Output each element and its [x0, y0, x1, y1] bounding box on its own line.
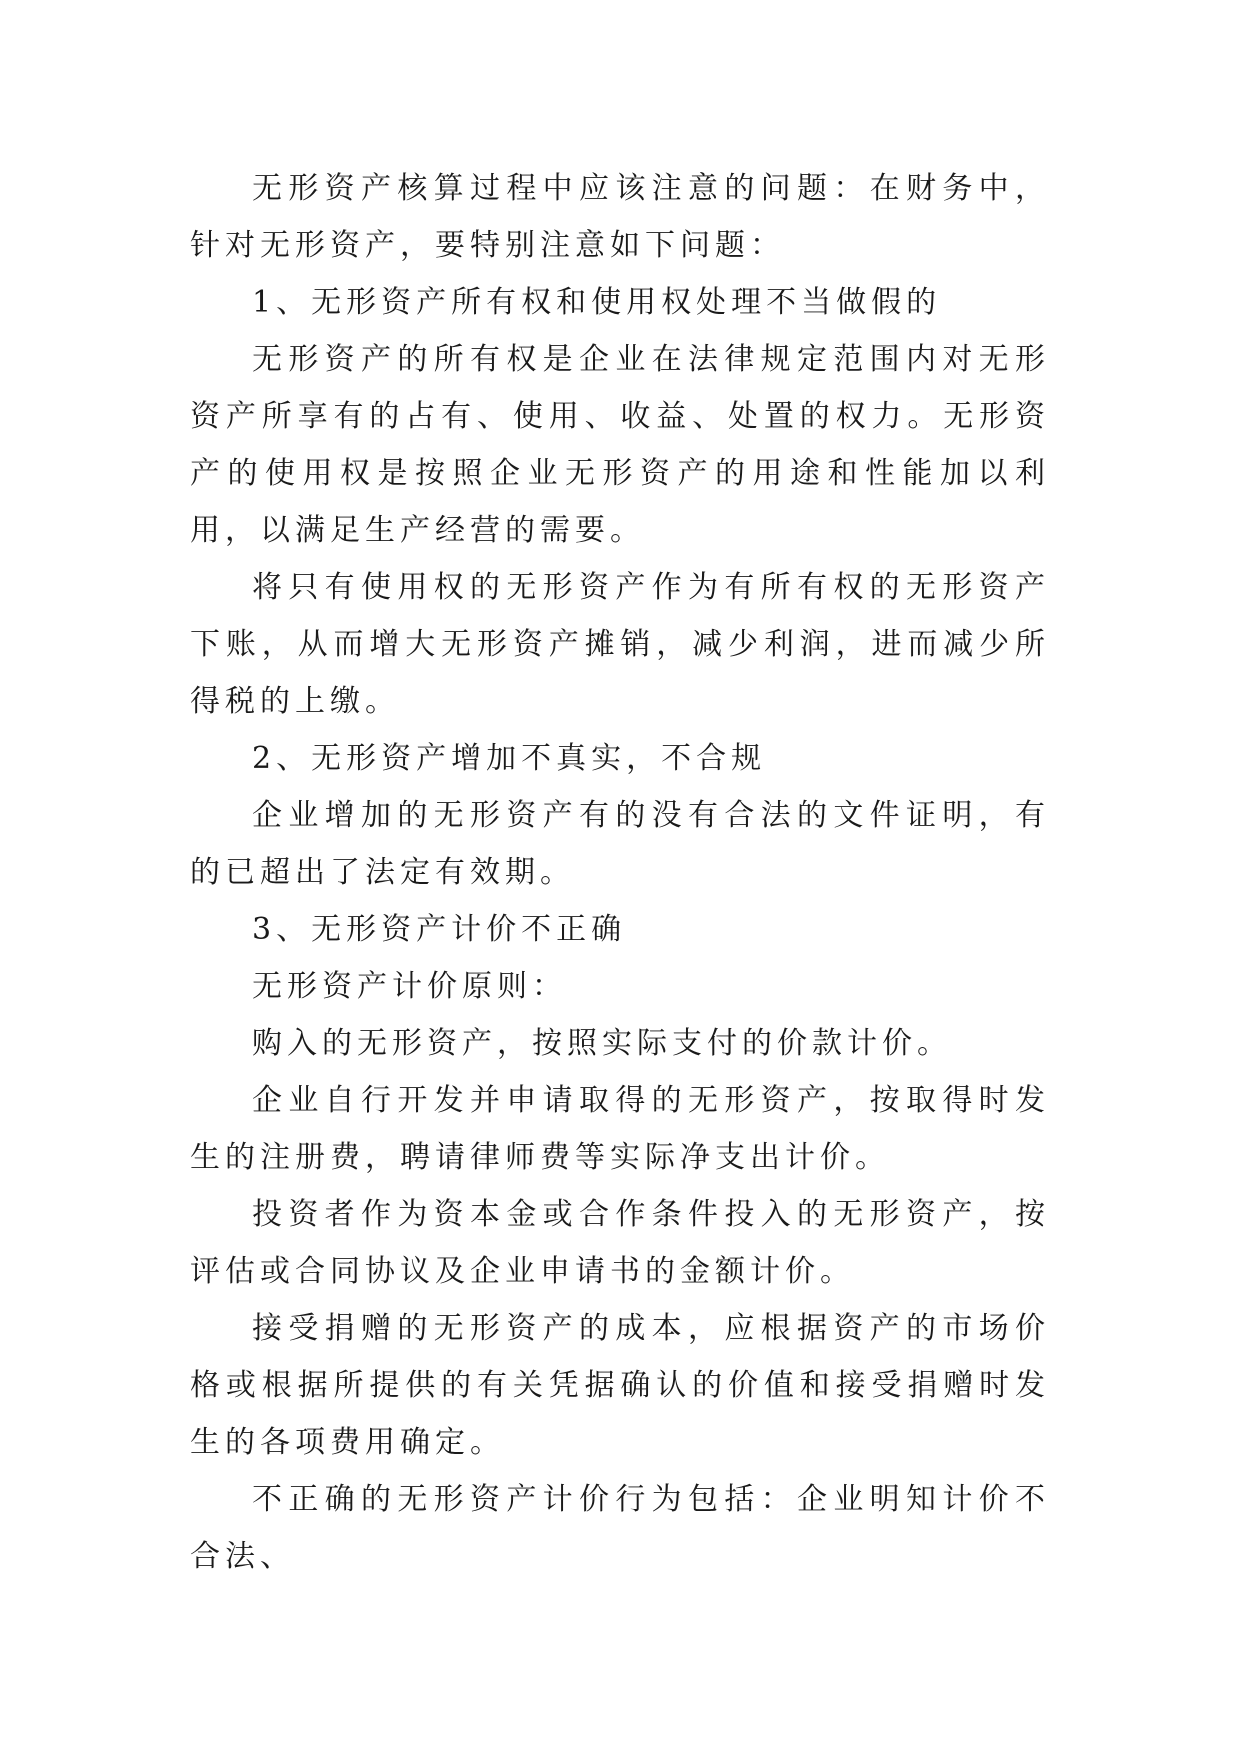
paragraph-incorrect-valuation: 不正确的无形资产计价行为包括：企业明知计价不合法、	[190, 1482, 1050, 1574]
heading-valuation-issue: 3、无形资产计价不正确	[252, 912, 627, 947]
heading-ownership-issue: 1、无形资产所有权和使用权处理不当做假的	[252, 285, 942, 320]
paragraph-self-developed-assets: 企业自行开发并申请取得的无形资产，按取得时发生的注册费，聘请律师费等实际净支出计价。	[190, 1083, 1050, 1175]
paragraph-purchased-assets: 购入的无形资产，按照实际支付的价款计价。	[252, 1026, 952, 1061]
paragraph-increase-detail: 企业增加的无形资产有的没有合法的文件证明，有的已超出了法定有效期。	[190, 798, 1050, 890]
paragraph-intro: 无形资产核算过程中应该注意的问题：在财务中，针对无形资产，要特别注意如下问题：	[190, 171, 1050, 263]
document-page	[190, 160, 1050, 1585]
paragraph-ownership-definition: 无形资产的所有权是企业在法律规定范围内对无形资产所享有的占有、使用、收益、处置的权力。无形资产的使用权是按照企业无形资产的用途和性能加以利用，以满足生产经营的需要。	[190, 342, 1050, 548]
heading-increase-issue: 2、无形资产增加不真实，不合规	[252, 741, 767, 776]
paragraph-donated-assets: 接受捐赠的无形资产的成本，应根据资产的市场价格或根据所提供的有关凭据确认的价值和接受捐赠时发生的各项费用确定。	[190, 1311, 1050, 1460]
paragraph-ownership-fraud: 将只有使用权的无形资产作为有所有权的无形资产下账，从而增大无形资产摊销，减少利润，进而减少所得税的上缴。	[190, 570, 1050, 719]
paragraph-valuation-principles: 无形资产计价原则：	[252, 969, 567, 1004]
paragraph-invested-assets: 投资者作为资本金或合作条件投入的无形资产，按评估或合同协议及企业申请书的金额计价。	[190, 1197, 1050, 1289]
